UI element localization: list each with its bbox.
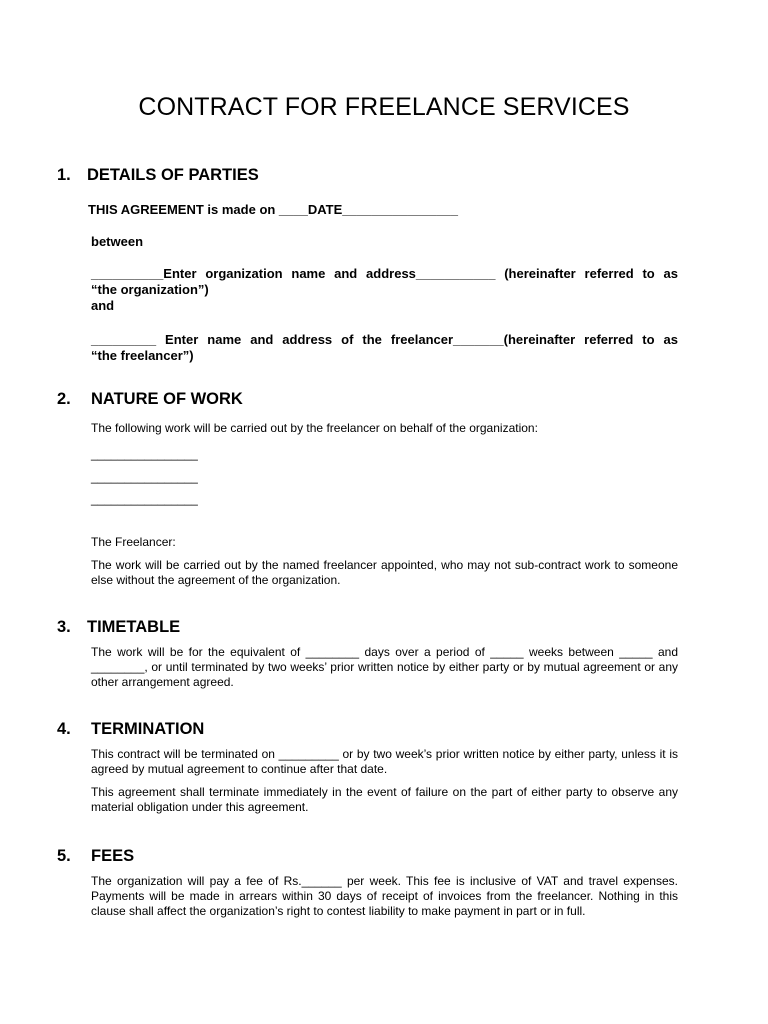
document-title: CONTRACT FOR FREELANCE SERVICES <box>138 93 630 121</box>
organization-clause <box>91 266 678 314</box>
section-heading-timetable <box>57 618 180 637</box>
section-heading-fees <box>57 847 134 866</box>
section-title: TIMETABLE <box>87 618 181 636</box>
section-number: 5. <box>57 847 71 865</box>
freelancer-line-2: “the freelancer”) <box>91 348 194 363</box>
and-text: and <box>91 298 115 313</box>
organization-line-1: __________Enter organization name and address___________ (hereinafter referred to as <box>91 266 678 281</box>
section-title: NATURE OF WORK <box>91 390 243 408</box>
section-number: 3. <box>57 618 71 636</box>
termination-para-2: This agreement shall terminate immediately in the event of failure on the part of either party to observe any material obligation under this agreement. <box>91 785 678 814</box>
organization-line-2: “the organization”) <box>91 282 209 297</box>
freelancer-text: The work will be carried out by the named freelancer appointed, who may not sub-contract work to someone else without the agreement of the organization. <box>91 558 678 587</box>
termination-para-1: This contract will be terminated on _________ or by two week’s prior written notice by either party, unless it is agreed by mutual agreement to continue after that date. <box>91 747 678 776</box>
section-title: DETAILS OF PARTIES <box>87 166 259 184</box>
blank-line: ________________ <box>91 492 198 506</box>
freelancer-clause <box>91 332 678 364</box>
timetable-text: The work will be for the equivalent of ________ days over a period of _____ weeks between _____ and ________, or until terminated by two weeks’ prior written notice by either party or by mutual agreement or any other arrangement agreed. <box>91 645 678 689</box>
section-number: 2. <box>57 390 71 408</box>
section-title: TERMINATION <box>91 720 205 738</box>
section-title: FEES <box>91 847 135 865</box>
blank-line: ________________ <box>91 470 198 484</box>
between-text: between <box>91 234 144 249</box>
section-number: 4. <box>57 720 71 738</box>
blank-line: ________________ <box>91 447 198 461</box>
agreement-line: THIS AGREEMENT is made on ____DATE________________ <box>88 202 458 217</box>
nature-intro: The following work will be carried out by the freelancer on behalf of the organization: <box>91 421 538 435</box>
freelancer-line-1: _________ Enter name and address of the freelancer_______(hereinafter referred to as <box>91 332 678 347</box>
section-heading-termination <box>57 720 204 739</box>
section-heading-details-of-parties <box>57 166 259 185</box>
freelancer-label: The Freelancer: <box>91 535 176 549</box>
section-heading-nature-of-work <box>57 390 243 409</box>
fees-text: The organization will pay a fee of Rs.______ per week. This fee is inclusive of VAT and travel expenses. Payments will be made in arrears within 30 days of receipt of invoices from the freelancer. Nothing in this clause shall affect the organization’s right to contest liability to make payment in part or in full. <box>91 874 678 918</box>
section-number: 1. <box>57 166 71 184</box>
